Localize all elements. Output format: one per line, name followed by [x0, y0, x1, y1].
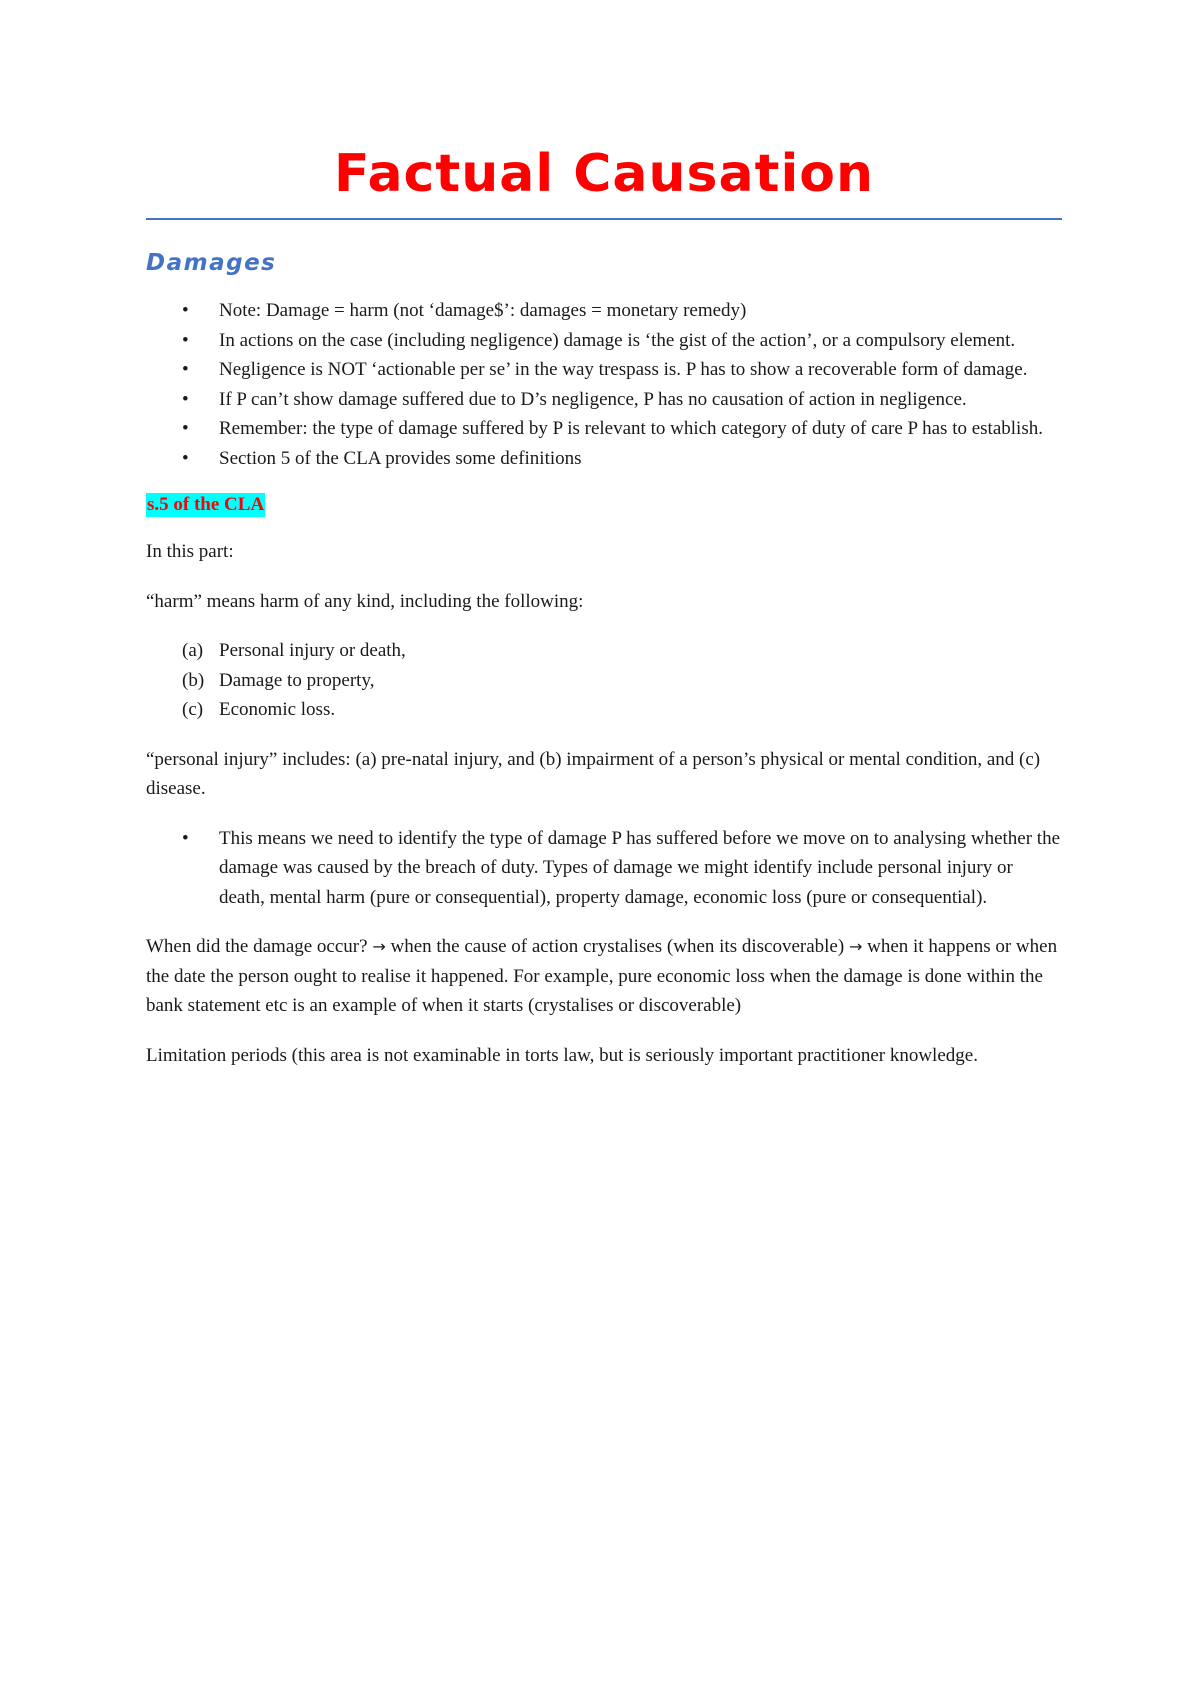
when-damage-paragraph — [146, 932, 1062, 1021]
harm-list — [146, 636, 1062, 725]
right-arrow-icon: → — [372, 937, 386, 956]
list-item: • Negligence is NOT ‘actionable per se’ in the way trespass is. P has to show a recoverable form of damage. — [146, 355, 1062, 385]
list-item — [146, 636, 1062, 666]
list-item: • This means we need to identify the type of damage P has suffered before we move on to analysing whether the damage was caused by the breach of duty. Types of damage we might identify include personal injury or death, mental harm (pure or consequential), property damage, economic loss (pure or consequential). — [146, 824, 1062, 913]
limitation-paragraph: Limitation periods (this area is not examinable in torts law, but is seriously important practitioner knowledge. — [146, 1044, 978, 1066]
list-item: • If P can’t show damage suffered due to D’s negligence, P has no causation of action in negligence. — [146, 385, 1062, 415]
when-damage-text-3: when it happens or when the date the person ought to realise it happened. For example, pure economic loss when the damage is done within the bank statement etc is an example of when it starts (crystalises or discoverable) — [146, 936, 1058, 1016]
list-marker: (c) — [182, 699, 204, 720]
list-item-text: Damage to property, — [219, 669, 375, 691]
section-heading-damages: Damages — [146, 250, 277, 276]
list-item: • In actions on the case (including negligence) damage is ‘the gist of the action’, or a compulsory element. — [146, 326, 1062, 356]
list-item: • Remember: the type of damage suffered by P is relevant to which category of duty of care P has to establish. — [146, 414, 1062, 444]
list-marker: (b) — [182, 669, 205, 691]
document-title: Factual Causation — [146, 140, 1062, 220]
list-item-text: Economic loss. — [219, 699, 336, 720]
cla-heading-wrapper — [146, 493, 1062, 537]
bullet-list-meaning — [146, 824, 1062, 913]
harm-definition: “harm” means harm of any kind, including the following: — [146, 590, 584, 612]
list-marker: (a) — [182, 640, 204, 661]
right-arrow-icon: → — [848, 937, 863, 956]
bullet-list-intro — [146, 296, 1062, 473]
when-damage-text-2: when the cause of action crystalises (when its discoverable) — [385, 936, 849, 957]
cla-heading: s.5 of the CLA — [147, 494, 265, 515]
in-this-part-text: In this part: — [146, 541, 234, 562]
list-item-text: Personal injury or death, — [219, 640, 406, 661]
document-page — [146, 140, 1062, 1090]
when-damage-text-1: When did the damage occur? — [146, 936, 373, 957]
list-item: • Note: Damage = harm (not ‘damage$’: damages = monetary remedy) — [146, 296, 1062, 326]
list-item: • Section 5 of the CLA provides some definitions — [146, 444, 1062, 474]
personal-injury-definition: “personal injury” includes: (a) pre-natal injury, and (b) impairment of a person’s physical or mental condition, and (c) disease. — [146, 748, 1041, 799]
list-item — [146, 695, 1062, 725]
list-item — [146, 666, 1062, 696]
